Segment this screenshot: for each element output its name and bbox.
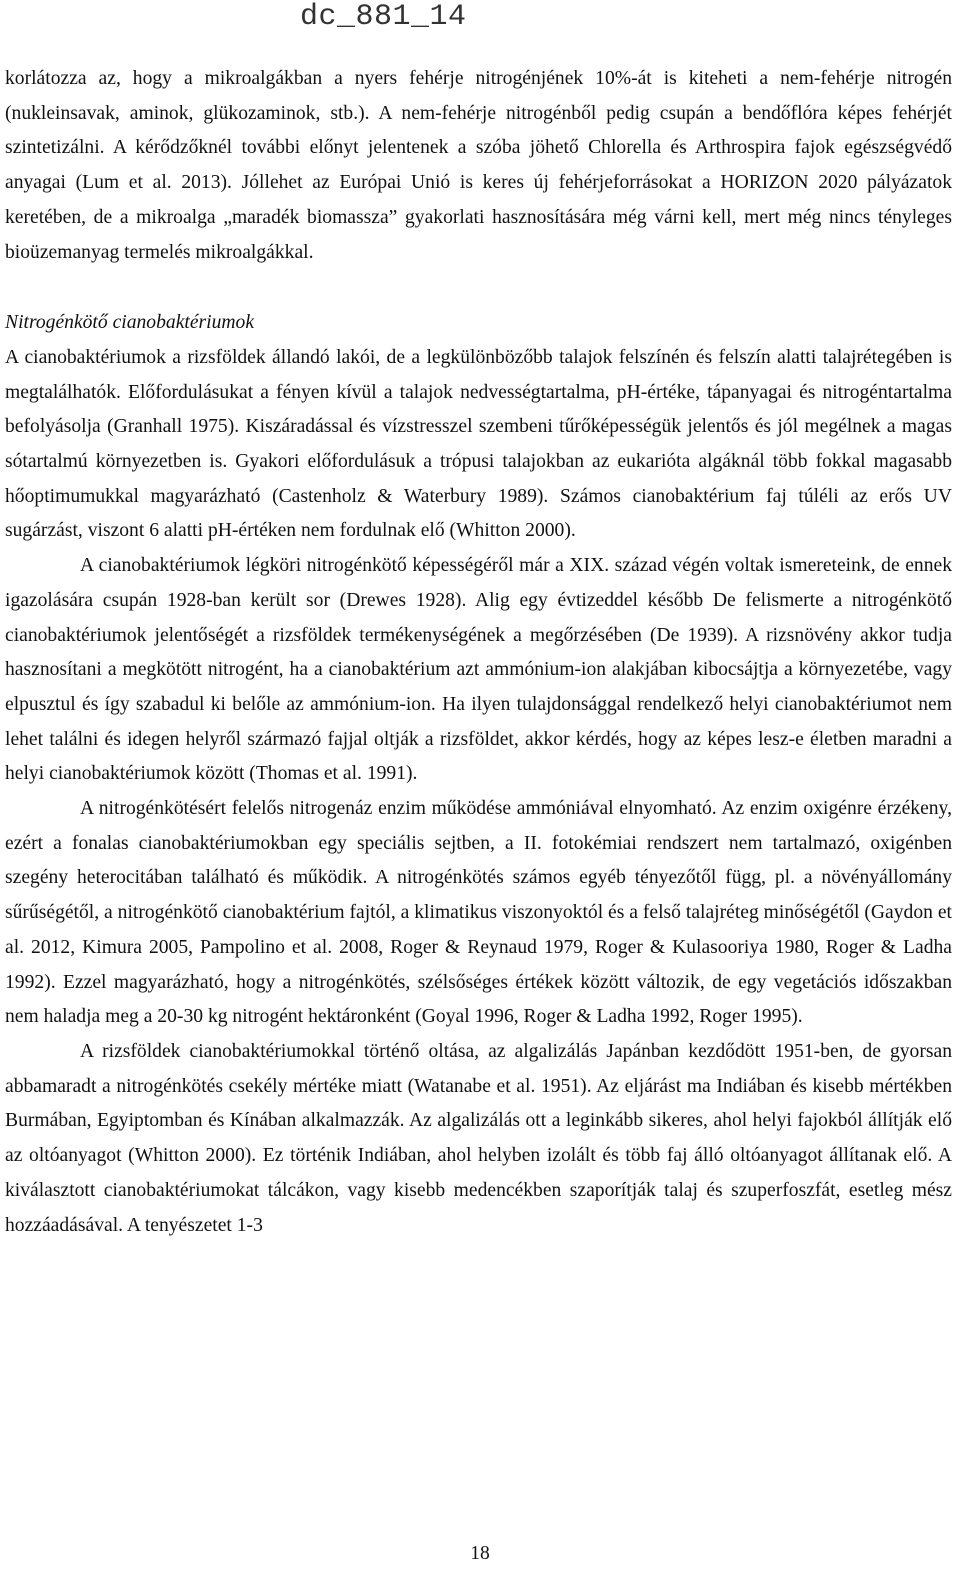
document-id-header: dc_881_14: [300, 0, 467, 34]
section-spacer: [5, 270, 952, 306]
page-content: [5, 62, 952, 1243]
paragraph-algalization: A rizsföldek cianobaktériumokkal történő oltása, az algalizálás Japánban kezdődött 1951-ben, de gyorsan abbamaradt a nitrogénkötés csekély mértéke miatt (Watanabe et al. 1951). Az eljárást ma Indiában és kisebb mértékben Burmában, Egyiptomban és Kínában alkalmazzák. Az algalizálás ott a leginkább sikeres, ahol helyi fajokból állítják elő az oltóanyagot (Whitton 2000). Ez történik Indiában, ahol helyben izolált és több faj álló oltóanyagot állítanak elő. A kiválasztott cianobaktériumokat tálcákon, vagy kisebb medencékben szaporítják talaj és szuperfoszfát, esetleg mész hozzáadásával. A tenyészetet 1-3: [5, 1040, 952, 1236]
section-heading: Nitrogénkötő cianobaktériumok: [5, 312, 255, 334]
paragraph-occurrence: A cianobaktériumok a rizsföldek állandó lakói, de a legkülönbözőbb talajok felszínén és felszín alatti talajrétegében is megtalálhatók. Előfordulásukat a fényen kívül a talajok nedvességtartalma, pH-értéke, tápanyagai és nitrogéntartalma befolyásolja (Granhall 1975). Kiszáradással és vízstresszel szembeni tűrőképességük jelentős és jól megélnek a magas sótartalmú környezetben is. Gyakori előfordulásuk a trópusi talajokban az eukarióta algáknál több fokkal magasabb hőoptimumukkal magyarázható (Castenholz & Waterbury 1989). Számos cianobaktérium faj túléli az erős UV sugárzást, viszont 6 alatti pH-értéken nem fordulnak elő (Whitton 2000).: [5, 346, 952, 542]
paragraph-nitrogen-fixation-history: A cianobaktériumok légköri nitrogénkötő képességéről már a XIX. század végén voltak ismereteink, de ennek igazolására csupán 1928-ban került sor (Drewes 1928). Alig egy évtizeddel később De felismerte a nitrogénkötő cianobaktériumok jelentőségét a rizsföldek termékenységének a megőrzésében (De 1939). A rizsnövény akkor tudja hasznosítani a megkötött nitrogént, ha a cianobaktérium azt ammónium-ion alakjában kibocsájtja a környezetébe, vagy elpusztul és így szabadul ki belőle az ammónium-ion. Ha ilyen tulajdonsággal rendelkező helyi cianobaktériumot nem lehet találni és idegen helyről származó fajjal oltják a rizsföldet, akkor kérdés, hogy az képes lesz-e életben maradni a helyi cianobaktériumok között (Thomas et al. 1991).: [5, 555, 952, 785]
page-number: 18: [470, 1543, 490, 1564]
paragraph-nitrogenase: A nitrogénkötésért felelős nitrogenáz enzim működése ammóniával elnyomható. Az enzim oxigénre érzékeny, ezért a fonalas cianobaktériumokban egy speciális sejtben, a II. fotokémiai rendszert nem tartalmazó, oxigénben szegény heterocitában található és működik. A nitrogénkötés számos egyéb tényezőtől függ, pl. a növényállomány sűrűségétől, a nitrogénkötő cianobaktérium fajtól, a klimatikus viszonyoktól és a felső talajréteg minőségétől (Gaydon et al. 2012, Kimura 2005, Pampolino et al. 2008, Roger & Reynaud 1979, Roger & Kulasooriya 1980, Roger & Ladha 1992). Ezzel magyarázható, hogy a nitrogénkötés, szélsőséges értékek között változik, de egy vegetációs időszakban nem haladja meg a 20-30 kg nitrogént hektáronként (Goyal 1996, Roger & Ladha 1992, Roger 1995).: [5, 798, 952, 1028]
intro-paragraph: korlátozza az, hogy a mikroalgákban a nyers fehérje nitrogénjének 10%-át is kiteheti a nem-fehérje nitrogén (nukleinsavak, aminok, glükozaminok, stb.). A nem-fehérje nitrogénből pedig csupán a bendőflóra képes fehérjét szintetizálni. A kérődzőknél további előnyt jelentenek a szóba jöhető Chlorella és Arthrospira fajok egészségvédő anyagai (Lum et al. 2013). Jóllehet az Európai Unió is keres új fehérjeforrásokat a HORIZON 2020 pályázatok keretében, de a mikroalga „maradék biomassza” gyakorlati hasznosítására még várni kell, mert még nincs tényleges bioüzemanyag termelés mikroalgákkal.: [5, 68, 952, 263]
